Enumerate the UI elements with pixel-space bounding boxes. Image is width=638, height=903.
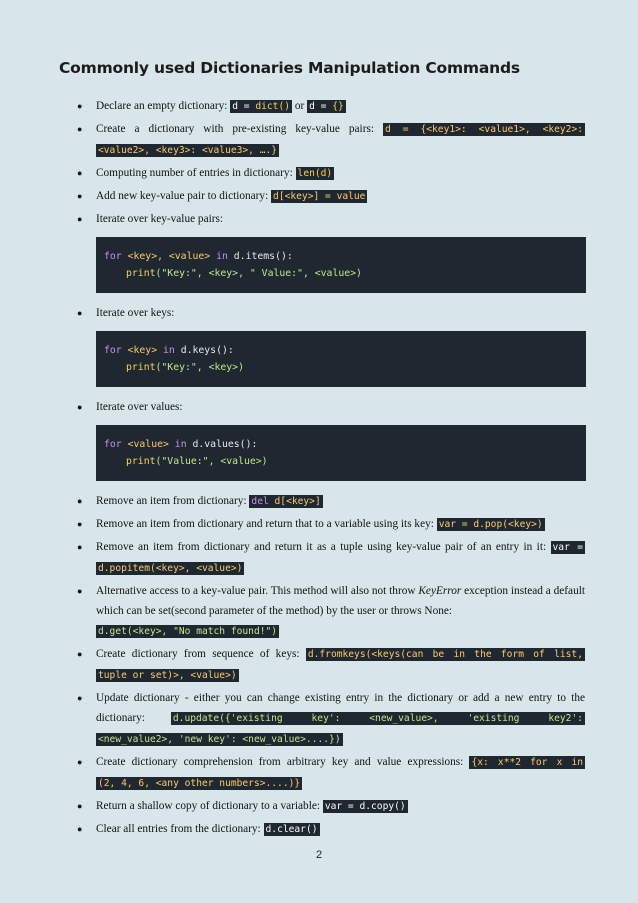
code-copy: var = d.copy() bbox=[324, 801, 406, 812]
code-get: d.get(<key>, "No match found!") bbox=[98, 626, 278, 637]
item-text: Declare an empty dictionary: bbox=[96, 100, 231, 112]
item-text: Alternative access to a key-value pair. This method will also not throw bbox=[96, 585, 419, 597]
list-item-preexisting-pairs bbox=[77, 119, 585, 161]
item-text: Create dictionary comprehension from arbitrary key and value expressions: bbox=[96, 756, 464, 768]
bullet-icon: ● bbox=[77, 586, 83, 596]
list-item-popitem bbox=[77, 537, 585, 579]
bullet-icon: ● bbox=[77, 168, 83, 178]
bullet-icon: ● bbox=[77, 542, 83, 552]
code-del: del d[<key>] bbox=[251, 496, 321, 507]
bullet-icon: ● bbox=[77, 308, 83, 318]
item-text: Return a shallow copy of dictionary to a variable: bbox=[96, 800, 323, 812]
list-item-count bbox=[77, 163, 585, 184]
item-text: Iterate over keys: bbox=[96, 307, 175, 319]
list-item-iterate-values bbox=[77, 397, 585, 481]
bullet-icon: ● bbox=[77, 757, 83, 767]
code-block-iterate-values: for <value> in d.values(): print("Value:", <value>) bbox=[96, 425, 586, 481]
code-dict-literal: d = {} bbox=[309, 101, 344, 112]
bullet-icon: ● bbox=[77, 801, 83, 811]
item-text: Update dictionary - either you can change existing entry in the dictionary or add a new entry to the dictionary: bbox=[96, 692, 585, 724]
code-block-iterate-keys: for <key> in d.keys(): print("Key:", <key>) bbox=[96, 331, 586, 387]
list-item-add bbox=[77, 186, 585, 207]
code-clear: d.clear() bbox=[265, 824, 318, 835]
item-text: Iterate over key-value pairs: bbox=[96, 213, 224, 225]
item-text: Create a dictionary with pre-existing key-value pairs: bbox=[96, 123, 374, 135]
item-text: Remove an item from dictionary and return it as a tuple using key-value pair of an entry in it: bbox=[96, 541, 547, 553]
item-text-continued: exception instead a default which can be set(second parameter of the method) by the user or throws None: bbox=[96, 585, 586, 617]
code-block-iterate-pairs: for <key>, <value> in d.items(): print("Key:", <key>, " Value:", <value>) bbox=[96, 237, 586, 293]
exception-name: KeyError bbox=[418, 585, 462, 597]
code-dict-pairs-line2: <value2>, <key3>: <value3>, ….} bbox=[98, 145, 278, 156]
bullet-icon: ● bbox=[77, 402, 83, 412]
item-text: Computing number of entries in dictionary: bbox=[96, 167, 296, 179]
item-text: Add new key-value pair to dictionary: bbox=[96, 190, 272, 202]
bullet-icon: ● bbox=[77, 824, 83, 834]
code-popitem-line2: d.popitem(<key>, <value>) bbox=[98, 563, 243, 574]
item-text: Remove an item from dictionary and return that to a variable using its key: bbox=[96, 518, 437, 530]
bullet-icon: ● bbox=[77, 519, 83, 529]
code-comprehension-line2: (2, 4, 6, <any other numbers>....)} bbox=[98, 778, 301, 789]
code-update-line2: <new_value2>, 'new key': <new_value>....}) bbox=[98, 734, 341, 745]
code-comprehension-line1: {x: x**2 for x in bbox=[471, 757, 583, 768]
list-item-get bbox=[77, 581, 585, 642]
bullet-icon: ● bbox=[77, 214, 83, 224]
item-text: Clear all entries from the dictionary: bbox=[96, 823, 264, 835]
list-item-update bbox=[77, 688, 585, 750]
bullet-icon: ● bbox=[77, 496, 83, 506]
bullet-icon: ● bbox=[77, 124, 83, 134]
code-len: len(d) bbox=[297, 168, 333, 179]
list-item-pop bbox=[77, 514, 585, 535]
item-text: Iterate over values: bbox=[96, 401, 183, 413]
list-item-clear bbox=[77, 819, 585, 840]
code-pop: var = d.pop(<key>) bbox=[438, 519, 543, 530]
list-item-iterate-pairs bbox=[77, 209, 585, 293]
bullet-icon: ● bbox=[77, 191, 83, 201]
item-text: Create dictionary from sequence of keys: bbox=[96, 648, 300, 660]
code-fromkeys-line1: d.fromkeys(<keys(can be in the form of list, bbox=[307, 649, 583, 660]
or-text: or bbox=[292, 100, 308, 112]
code-dict-pairs-line1: d = {<key1>: <value1>, <key2>: bbox=[385, 124, 584, 135]
bullet-icon: ● bbox=[77, 649, 83, 659]
code-dict-constructor: d = dict() bbox=[232, 101, 291, 112]
code-fromkeys-line2: tuple or set)>, <value>) bbox=[98, 670, 237, 681]
item-text: Remove an item from dictionary: bbox=[96, 495, 250, 507]
bullet-icon: ● bbox=[77, 693, 83, 703]
page-title: Commonly used Dictionaries Manipulation Commands bbox=[59, 59, 520, 77]
code-popitem-line1: var = bbox=[552, 542, 583, 553]
code-update-line1: d.update({'existing key': <new_value>, 'existing key2': bbox=[172, 713, 583, 724]
list-item-copy bbox=[77, 796, 585, 817]
page-number: 2 bbox=[315, 849, 323, 861]
list-item-comprehension bbox=[77, 752, 585, 794]
bullet-icon: ● bbox=[77, 101, 83, 111]
list-item-fromkeys bbox=[77, 644, 585, 686]
list-item-remove bbox=[77, 491, 585, 512]
list-item-iterate-keys bbox=[77, 303, 585, 387]
list-item-empty-dictionary bbox=[77, 96, 585, 117]
code-add: d[<key>] = value bbox=[273, 191, 366, 202]
command-list bbox=[77, 96, 585, 840]
